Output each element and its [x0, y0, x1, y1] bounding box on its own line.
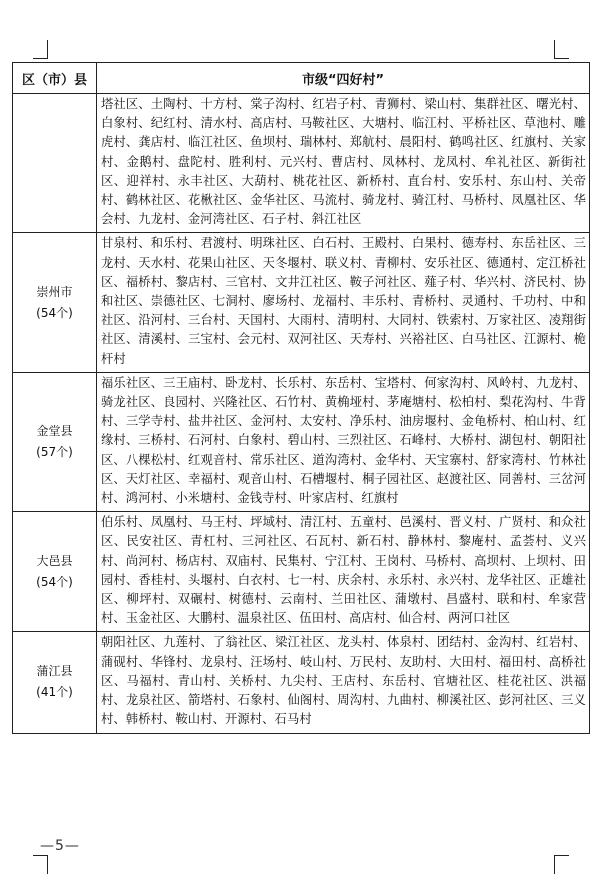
district-count: (54个): [36, 305, 73, 320]
district-name: 金堂县: [36, 424, 73, 439]
crop-mark-top-right: [554, 40, 569, 59]
district-name: 蒲江县: [36, 664, 73, 679]
villages-column-header: 市级“四好村”: [97, 63, 590, 94]
crop-mark-bottom-right: [554, 855, 569, 874]
crop-mark-bottom-left: [33, 855, 48, 874]
four-good-villages-table: [12, 62, 590, 734]
district-name: 崇州市: [36, 284, 73, 299]
villages-cell: 甘泉村、和乐村、君渡村、明珠社区、白石村、王殿村、白果村、德寿村、东岳社区、三龙村、天水村、花果山社区、天冬堰村、联义村、青柳村、安乐社区、德通村、定江桥社区、福桥村、黎店村、三官村、文井江社区、鞍子河社区、薤子村、华兴村、济民村、协和社区、崇德社区、七洞村、廖场村、龙福村、丰乐村、青桥村、灵通村、千功村、中和社区、沿河村、三台村、天国村、大雨村、清明村、大同村、铁索村、万家社区、凌翔街社区、清溪村、三宝村、会元村、双河社区、天寿村、兴裕社区、白马社区、江源村、桅杆村: [97, 233, 590, 372]
table-row: [13, 233, 590, 372]
table-row: [13, 372, 590, 511]
page-number: —5—: [40, 838, 80, 854]
district-cell: [13, 512, 97, 632]
district-count: (57个): [36, 445, 73, 460]
district-cell: [13, 372, 97, 511]
table-row: [13, 632, 590, 733]
crop-mark-top-left: [33, 40, 48, 59]
table-row: [13, 94, 590, 233]
villages-cell: 塔社区、土陶村、十方村、棠子沟村、红岩子村、青狮村、梁山村、集群社区、曙光村、白象村、纪红村、清水村、高店村、马鞍社区、大塘村、临江村、平桥社区、草池村、雕虎村、龚店村、临江社区、鱼坝村、瑞林村、郑航村、晨阳村、鹤鸣社区、红旗村、关家村、金鹅村、盘陀村、胜利村、元兴村、曹店村、凤林村、龙凤村、牟礼社区、新街社区、迎祥村、永丰社区、大葫村、桃花社区、新桥村、直台村、安乐村、东山村、关帝村、鹤林社区、花楸社区、金华社区、马流村、骑龙村、骑江村、马桥村、凤凰社区、华会村、九龙村、金河湾社区、石子村、斜江社区: [97, 94, 590, 233]
table-row: [13, 512, 590, 632]
villages-cell: 朝阳社区、九莲村、了翁社区、梁江社区、龙头村、体泉村、团结村、金沟村、红岩村、蒲砚村、华锋村、龙泉村、汪场村、岐山村、万民村、友助村、大田村、福田村、高桥社区、马福村、青山村、关桥村、九尖村、王店村、东岳村、官塘社区、桂花社区、洪福村、龙泉社区、箭塔村、石象村、仙阁村、周沟村、九曲村、柳溪社区、彭河社区、三义村、韩桥村、鞍山村、开源村、石马村: [97, 632, 590, 733]
villages-cell: 伯乐村、凤凰村、马王村、坪域村、清江村、五童村、邑溪村、晋义村、广贤村、和众社区、民安社区、青杠村、三河社区、石瓦村、新石村、静林村、黎庵村、孟荟村、义兴村、尚河村、杨店村、双庙村、民集村、宁江村、王岗村、马桥村、高坝村、上坝村、田园村、香桂村、头堰村、白衣村、七一村、庆余村、永乐村、永兴村、龙华社区、正雄社区、柳坪村、双碾村、树德村、云南村、兰田社区、蒲墩村、昌盛村、联和村、牟家营村、玉金社区、大鹏村、温泉社区、伍田村、高店村、仙合村、两河口社区: [97, 512, 590, 632]
table-header-row: [13, 63, 590, 94]
villages-cell: 福乐社区、三王庙村、卧龙村、长乐村、东岳村、宝塔村、何家沟村、风岭村、九龙村、骑龙社区、良园村、兴隆社区、石竹村、黄桷垭村、茅庵塘村、松柏村、梨花沟村、牛背村、三学寺村、盐井社区、金河村、太安村、净乐村、油房堰村、金龟桥村、柏山村、红缘村、三桥村、石河村、白象村、碧山村、三烈社区、石峰村、大桥村、湖包村、朝阳社区、八棵松村、红观音村、常乐社区、道沟湾村、金华村、天宝寨村、舒家湾村、竹林社区、天灯社区、幸福村、观音山村、石槽堰村、桐子园社区、赵渡社区、同善村、三岔河村、鸿河村、小米塘村、金钱寺村、叶家店村、红旗村: [97, 372, 590, 511]
district-cell: [13, 233, 97, 372]
district-column-header: 区（市）县: [13, 63, 97, 94]
district-count: (54个): [36, 574, 73, 589]
district-name: 大邑县: [36, 553, 73, 568]
district-cell: [13, 632, 97, 733]
district-cell: [13, 94, 97, 233]
district-count: (41个): [36, 685, 73, 700]
